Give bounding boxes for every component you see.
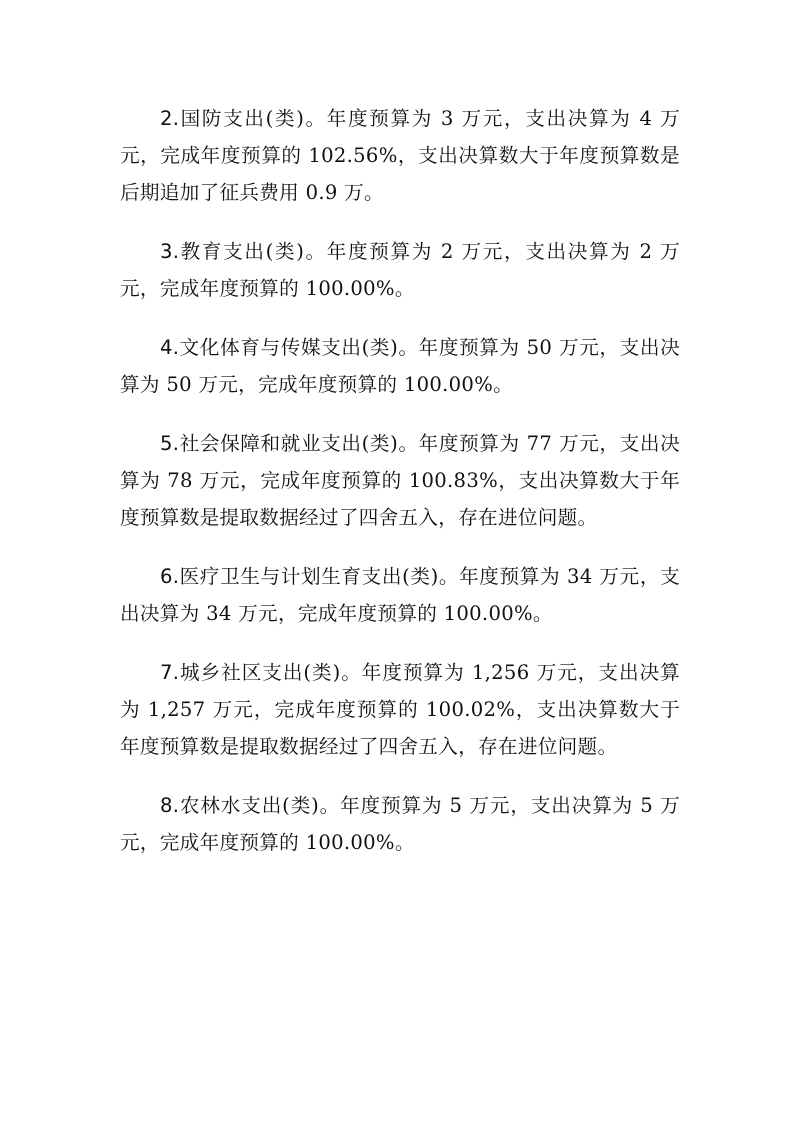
- paragraph-number: 6.: [160, 565, 180, 588]
- paragraph-number: 4.: [160, 336, 180, 359]
- paragraph-education: [120, 233, 680, 307]
- paragraph-number: 8.: [160, 794, 180, 817]
- paragraph-culture-sports-media: [120, 329, 680, 403]
- paragraph-number: 7.: [160, 661, 180, 684]
- paragraph-text: 农林水支出(类)。年度预算为 5 万元，支出决算为 5 万元，完成年度预算的 100.00%。: [120, 794, 680, 854]
- paragraph-text: 城乡社区支出(类)。年度预算为 1,256 万元，支出决算为 1,257 万元，完成年度预算的 100.02%，支出决算数大于年度预算数是提取数据经过了四舍五入，存在进位问题。: [120, 661, 680, 758]
- document-body: [120, 100, 680, 883]
- paragraph-text: 教育支出(类)。年度预算为 2 万元，支出决算为 2 万元，完成年度预算的 100.00%。: [120, 240, 680, 300]
- paragraph-text: 国防支出(类)。年度预算为 3 万元，支出决算为 4 万元，完成年度预算的 102.56%，支出决算数大于年度预算数是后期追加了征兵费用 0.9 万。: [120, 107, 680, 204]
- paragraph-agriculture-forestry-water: [120, 787, 680, 861]
- paragraph-text: 文化体育与传媒支出(类)。年度预算为 50 万元，支出决算为 50 万元，完成年度预算的 100.00%。: [120, 336, 680, 396]
- paragraph-number: 3.: [160, 240, 180, 263]
- paragraph-text: 医疗卫生与计划生育支出(类)。年度预算为 34 万元，支出决算为 34 万元，完成年度预算的 100.00%。: [120, 565, 680, 625]
- paragraph-social-security: [120, 425, 680, 536]
- paragraph-number: 2.: [160, 107, 180, 130]
- paragraph-national-defense: [120, 100, 680, 211]
- paragraph-health-family-planning: [120, 558, 680, 632]
- paragraph-urban-rural-community: [120, 654, 680, 765]
- paragraph-number: 5.: [160, 432, 180, 455]
- paragraph-text: 社会保障和就业支出(类)。年度预算为 77 万元，支出决算为 78 万元，完成年度预算的 100.83%，支出决算数大于年度预算数是提取数据经过了四舍五入，存在进位问题。: [120, 432, 680, 529]
